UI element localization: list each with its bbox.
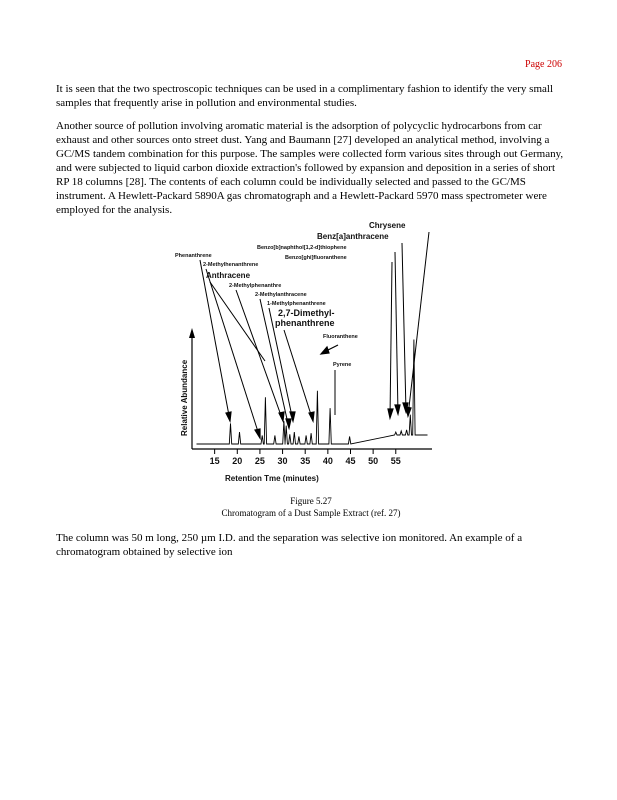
leader-benzo-ghi-fluoranthene [390,262,392,418]
x-tick-label-25: 25 [254,456,265,466]
arrow-2-methylphenanthre-head-icon [279,412,284,421]
x-tick-label-55: 55 [390,456,401,466]
label-pyrene: Pyrene [333,362,352,368]
x-axis-label: Retention Tme (minutes) [225,474,319,483]
paragraph-intro: It is seen that the two spectroscopic techniques can be used in a complimentary fashion to identify the very small samples that frequently arise in pollution and environmental studies. [56,83,553,109]
paragraph-method: Another source of pollution involving aromatic material is the adsorption of polycyclic hydrocarbons from car exhaust and other sources onto street dust. Yang and Baumann [27] developed an analytical method, involving a GC/MS tandem combination for this purpose. The samples were collected form various sites through out Germany, and were subjected to liquid carbon dioxide extraction's followed by expansion and deposition in a series of short RP 18 columns [28]. The contents of each column could be individually selected and passed to the GC/MS instrument. A Hewlett-Packard 5890A gas chromatograph and a Hewlett-Packard 5970 mass spectrometer were employed for the analysis. [56,120,564,216]
leader-2-7-dimethyl [284,330,313,421]
x-tick-label-20: 20 [232,456,243,466]
x-tick-label-45: 45 [345,456,356,466]
label-1-methylphenanthrene: 1-Methylphenanthrene [267,301,326,307]
label-chrysene: Chrysene [369,221,406,230]
label-benzo-naphthothiophene: Benzo[b]naphthol[1,2-d]thiophene [257,245,347,251]
y-axis-arrow-icon [189,328,195,338]
figure-caption: Chromatogram of a Dust Sample Extract (ref. 27) [221,508,401,518]
label-2-methylphenanthre: 2-Methylphenanthre [229,283,282,289]
page-number: Page 206 [525,59,562,70]
arrow-2-7-dimethyl-head-icon [309,412,314,421]
x-tick-label-15: 15 [209,456,220,466]
leader-benz-a-anthracene [402,243,406,412]
label-benz-a-anthracene: Benz[a]anthracene [317,232,389,241]
label-2-7-dimethyl: 2,7-Dimethyl- [278,308,335,318]
chromatogram-trace [197,340,428,445]
x-tick-label-35: 35 [300,456,311,466]
figure-number: Figure 5.27 [290,496,332,506]
leader-benzo-naphthothiophene [395,252,398,414]
paragraph-column: The column was 50 m long, 250 µm I.D. and the separation was selective ion monitored. An example of a chromatogram obtained by selective ion [56,532,523,558]
label-benzo-ghi-fluoranthene: Benzo[ghi]fluoranthene [285,255,347,261]
x-tick-label-40: 40 [322,456,333,466]
leader-chrysene [408,232,429,416]
chromatogram-chart [170,216,440,488]
x-tick-label-30: 30 [277,456,288,466]
leader-2-methylphenanthre [236,290,283,421]
arrow-benzo-ghi-head-icon [388,409,393,418]
arrow-phenanthrene-head-icon [226,412,231,421]
label-anthracene: Anthracene [206,271,251,280]
leader-2-methylhenanthrene [206,269,260,438]
label-phenanthrene-cont: phenanthrene [275,318,335,328]
arrow-2-methylanthracene-head-icon [286,419,291,428]
chromatogram-figure [170,216,440,488]
arrow-fluoranthene-head-icon [321,347,329,354]
label-2-methylanthracene: 2-Methylanthracene [255,292,307,298]
y-axis-label: Relative Abundance [180,359,189,436]
arrow-2-methylhenanthrene-head-icon [255,429,260,438]
label-2-methylhenanthrene: 2-Methylhenanthrene [203,262,259,268]
arrow-benzo-naphtho-head-icon [395,405,400,414]
x-tick-label-50: 50 [368,456,379,466]
leader-phenanthrene [200,260,230,421]
label-fluoranthene: Fluoranthene [323,334,358,340]
label-phenanthrene: Phenanthrene [175,253,212,259]
